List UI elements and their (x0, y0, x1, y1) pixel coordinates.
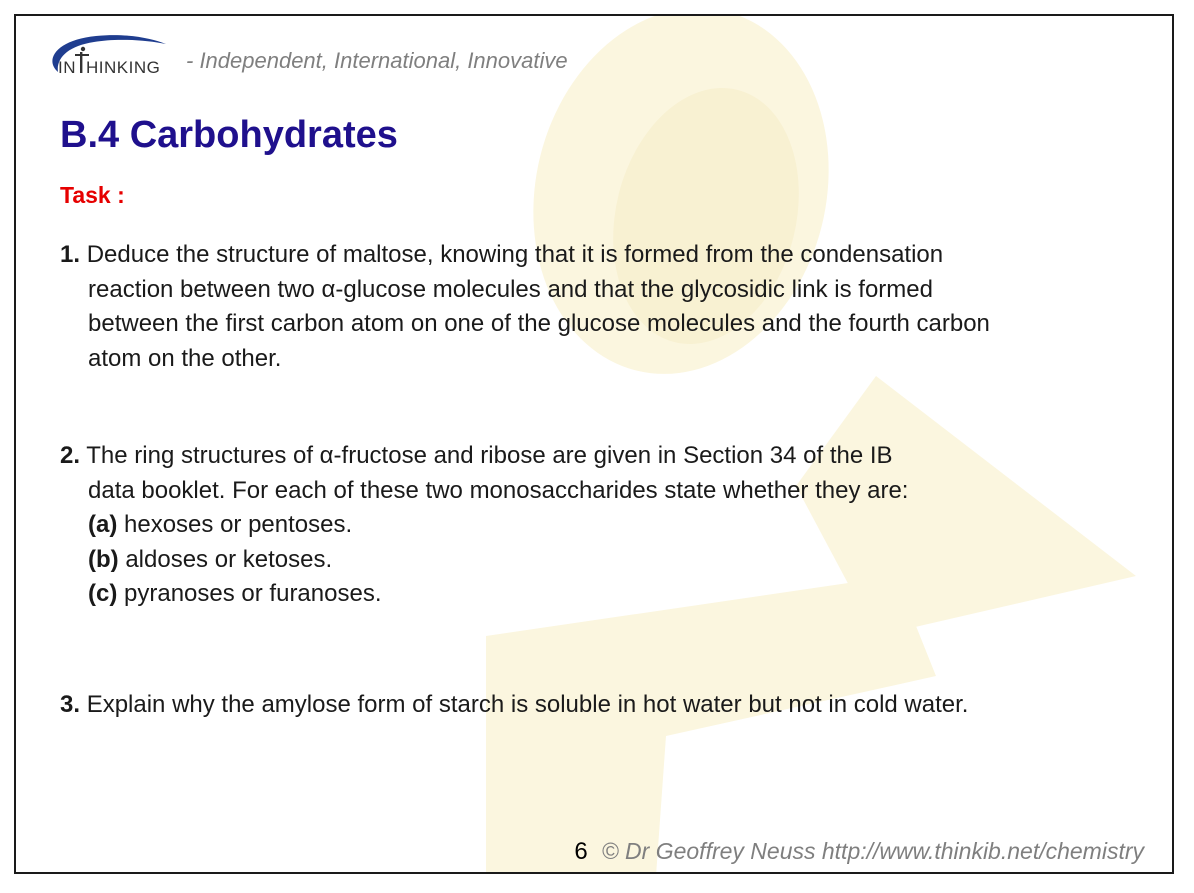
page-title: B.4 Carbohydrates (60, 114, 398, 156)
question-1 (60, 238, 1160, 376)
task-label: Task : (60, 182, 125, 208)
question-text: data booklet. For each of these two monosaccharides state whether they are: (88, 476, 909, 504)
question-text: The ring structures of α-fructose and ribose are given in Section 34 of the IB (86, 442, 893, 469)
footer (574, 838, 1144, 866)
part-label: (c) (88, 580, 118, 607)
question-text: Deduce the structure of maltose, knowing that it is formed from the condensation (86, 241, 944, 268)
question-text: Explain why the amylose form of starch is soluble in hot water but not in cold water. (86, 691, 969, 718)
question-2 (60, 439, 1160, 612)
question-number: 3. (60, 691, 81, 718)
sub-question-c (60, 577, 1160, 612)
logo-wordmark: IN (58, 58, 76, 77)
question-number: 2. (60, 442, 81, 469)
part-text: hexoses or pentoses. (124, 511, 353, 538)
svg-text:HINKING: HINKING (86, 58, 161, 77)
question-text: reaction between two α-glucose molecules and that the glycosidic link is formed (88, 275, 933, 303)
question-3 (60, 688, 1160, 723)
part-text: pyranoses or furanoses. (124, 580, 382, 607)
question-number: 1. (60, 241, 81, 268)
page-number: 6 (574, 838, 588, 865)
question-text: between the first carbon atom on one of the glucose molecules and the fourth carbon (88, 310, 990, 337)
part-text: aldoses or ketoses. (125, 545, 333, 573)
part-label: (a) (88, 511, 118, 538)
copyright-notice: © Dr Geoffrey Neuss http://www.thinkib.net/chemistry (601, 838, 1144, 864)
tagline: - Independent, International, Innovative (186, 48, 568, 73)
part-label: (b) (88, 545, 119, 573)
inthinking-logo (36, 26, 206, 78)
question-text: atom on the other. (88, 344, 282, 372)
sub-question-b (60, 543, 1160, 578)
sub-question-a (60, 508, 1160, 543)
slide (14, 14, 1174, 874)
